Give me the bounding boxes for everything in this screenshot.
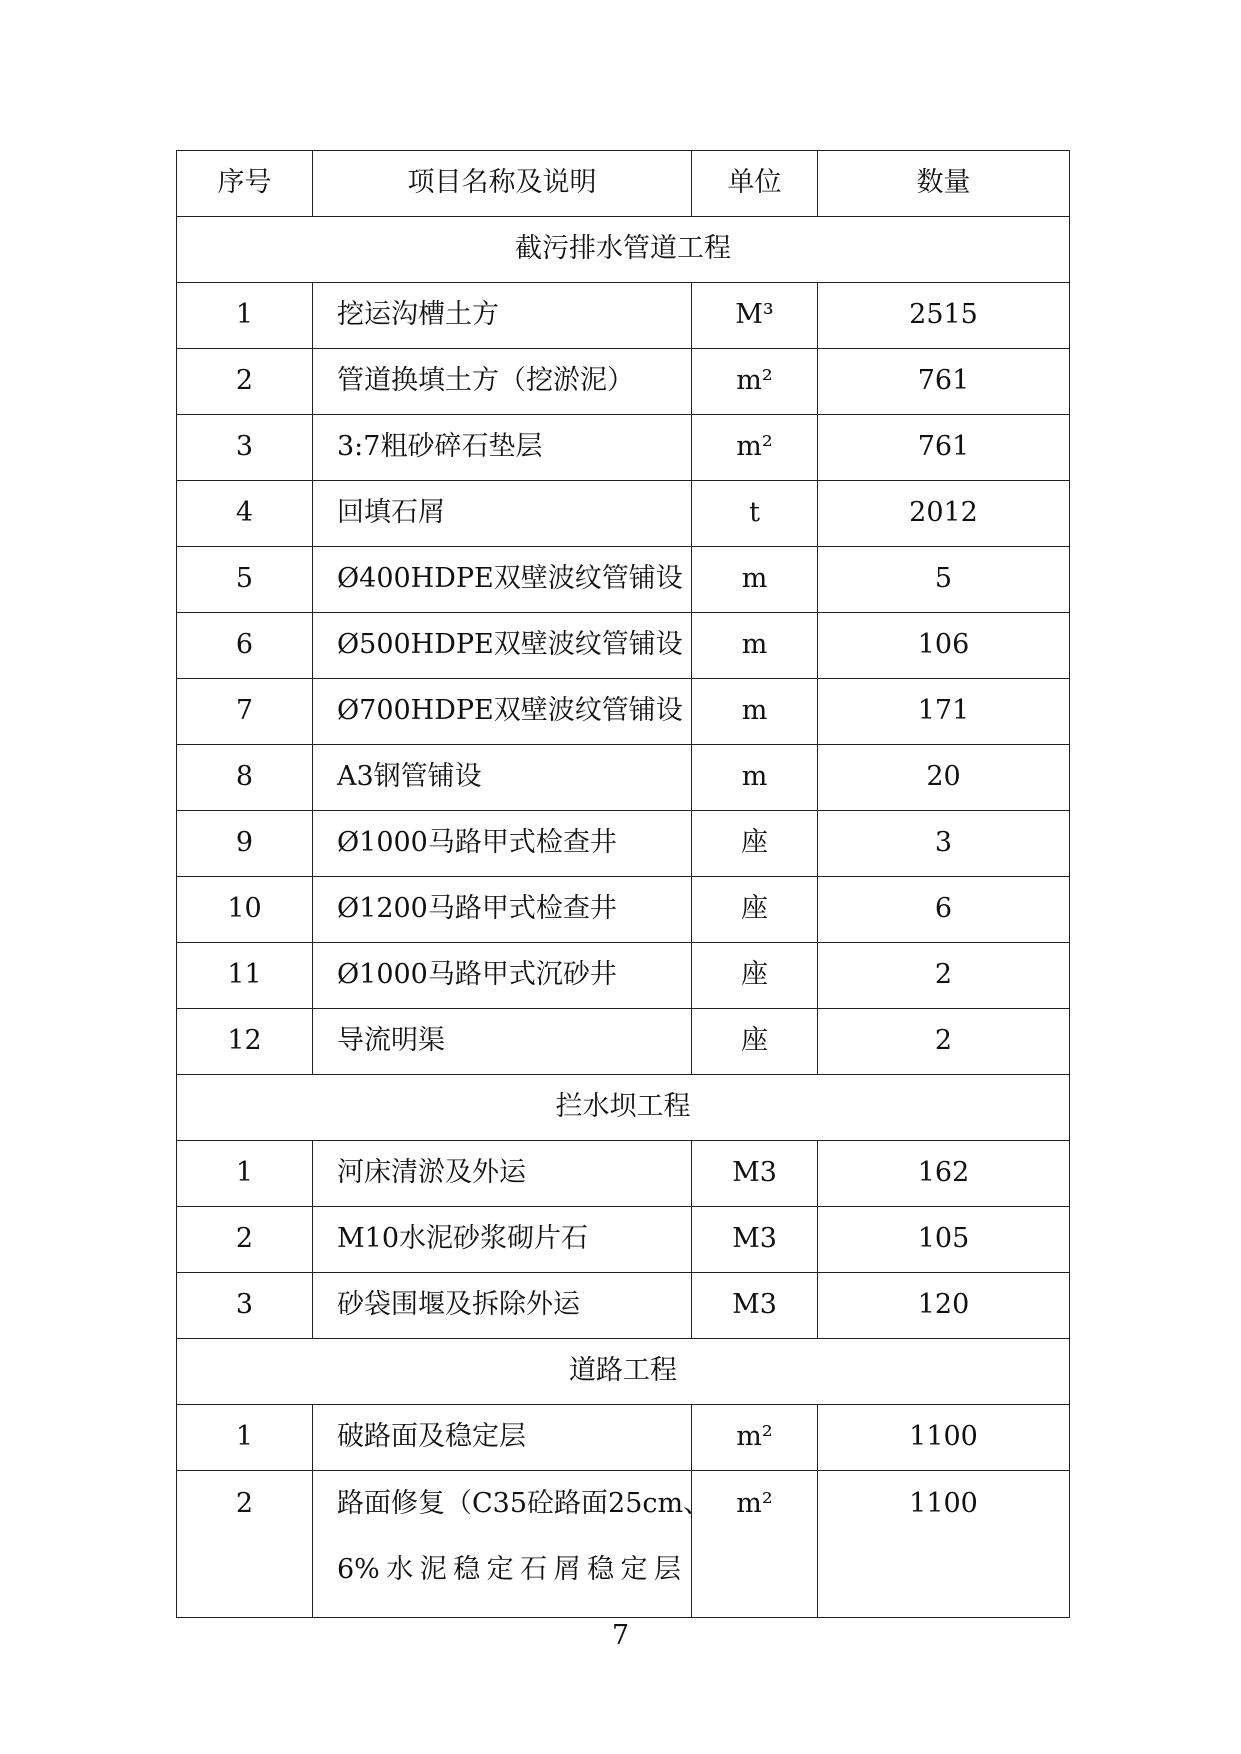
table-row	[177, 547, 1070, 613]
page-number: 7	[611, 1620, 630, 1651]
item-name: 砂袋围堰及拆除外运	[313, 1273, 692, 1339]
quantity: 105	[818, 1207, 1070, 1273]
item-name: Ø400HDPE双壁波纹管铺设	[313, 547, 692, 613]
row-number: 10	[177, 877, 313, 943]
quantity: 20	[818, 745, 1070, 811]
row-number: 11	[177, 943, 313, 1009]
item-name: 回填石屑	[313, 481, 692, 547]
unit: M3	[692, 1207, 818, 1273]
quantity-table	[176, 150, 1070, 1618]
unit: m²	[692, 349, 818, 415]
section-row	[177, 1075, 1070, 1141]
table-row	[177, 613, 1070, 679]
item-name: Ø1200马路甲式检查井	[313, 877, 692, 943]
quantity: 171	[818, 679, 1070, 745]
table-row	[177, 1273, 1070, 1339]
table-row	[177, 811, 1070, 877]
table-row	[177, 877, 1070, 943]
unit: 座	[692, 943, 818, 1009]
row-number: 3	[177, 1273, 313, 1339]
item-name-line: 6%水泥稳定石屑稳定层	[337, 1554, 681, 1585]
item-name: 挖运沟槽土方	[313, 283, 692, 349]
item-name: Ø700HDPE双壁波纹管铺设	[313, 679, 692, 745]
row-number: 1	[177, 283, 313, 349]
quantity: 761	[818, 415, 1070, 481]
item-name: 破路面及稳定层	[313, 1405, 692, 1471]
unit: m	[692, 679, 818, 745]
row-number: 2	[177, 1207, 313, 1273]
header-row	[177, 151, 1070, 217]
quantity: 120	[818, 1273, 1070, 1339]
table-row	[177, 481, 1070, 547]
item-name: A3钢管铺设	[313, 745, 692, 811]
quantity: 1100	[818, 1405, 1070, 1471]
unit: 座	[692, 811, 818, 877]
quantity: 2	[818, 1009, 1070, 1075]
table-row	[177, 1009, 1070, 1075]
table-row	[177, 1471, 1070, 1618]
section-title: 道路工程	[177, 1339, 1070, 1405]
row-number: 3	[177, 415, 313, 481]
quantity: 5	[818, 547, 1070, 613]
unit: m	[692, 613, 818, 679]
row-number: 2	[177, 349, 313, 415]
quantity: 106	[818, 613, 1070, 679]
row-number: 12	[177, 1009, 313, 1075]
row-number: 1	[177, 1405, 313, 1471]
item-name: Ø1000马路甲式沉砂井	[313, 943, 692, 1009]
unit: m²	[692, 415, 818, 481]
item-name: 3:7粗砂碎石垫层	[313, 415, 692, 481]
section-row	[177, 1339, 1070, 1405]
row-number: 8	[177, 745, 313, 811]
unit: 座	[692, 877, 818, 943]
row-number: 5	[177, 547, 313, 613]
unit: M3	[692, 1141, 818, 1207]
table-row	[177, 679, 1070, 745]
section-title: 拦水坝工程	[177, 1075, 1070, 1141]
quantity: 2012	[818, 481, 1070, 547]
unit: 座	[692, 1009, 818, 1075]
table-row	[177, 943, 1070, 1009]
table-row	[177, 415, 1070, 481]
table-row	[177, 283, 1070, 349]
item-name	[313, 1471, 711, 1618]
quantity: 6	[818, 877, 1070, 943]
item-name-line: 路面修复（C35砼路面25cm、	[337, 1488, 711, 1519]
table-row	[177, 1207, 1070, 1273]
quantity: 2515	[818, 283, 1070, 349]
unit: M³	[692, 283, 818, 349]
item-name: 河床清淤及外运	[313, 1141, 692, 1207]
row-number: 2	[177, 1471, 313, 1618]
unit: m	[692, 745, 818, 811]
table-row	[177, 745, 1070, 811]
unit: m²	[692, 1471, 818, 1618]
item-name: Ø1000马路甲式检查井	[313, 811, 692, 877]
row-number: 6	[177, 613, 313, 679]
row-number: 1	[177, 1141, 313, 1207]
unit: m	[692, 547, 818, 613]
quantity: 3	[818, 811, 1070, 877]
quantity: 162	[818, 1141, 1070, 1207]
header-qty: 数量	[818, 151, 1070, 217]
header-no: 序号	[177, 151, 313, 217]
row-number: 9	[177, 811, 313, 877]
item-name: Ø500HDPE双壁波纹管铺设	[313, 613, 692, 679]
unit: M3	[692, 1273, 818, 1339]
quantity: 2	[818, 943, 1070, 1009]
unit: m²	[692, 1405, 818, 1471]
row-number: 4	[177, 481, 313, 547]
table-row	[177, 1141, 1070, 1207]
section-row	[177, 217, 1070, 283]
table-row	[177, 1405, 1070, 1471]
row-number: 7	[177, 679, 313, 745]
quantity: 1100	[818, 1471, 1070, 1618]
unit: t	[692, 481, 818, 547]
quantity-table-body	[177, 151, 1070, 1618]
header-unit: 单位	[692, 151, 818, 217]
table-row	[177, 349, 1070, 415]
header-name: 项目名称及说明	[313, 151, 692, 217]
item-name: 管道换填土方（挖淤泥）	[313, 349, 692, 415]
section-title: 截污排水管道工程	[177, 217, 1070, 283]
quantity: 761	[818, 349, 1070, 415]
item-name: 导流明渠	[313, 1009, 692, 1075]
item-name: M10水泥砂浆砌片石	[313, 1207, 692, 1273]
